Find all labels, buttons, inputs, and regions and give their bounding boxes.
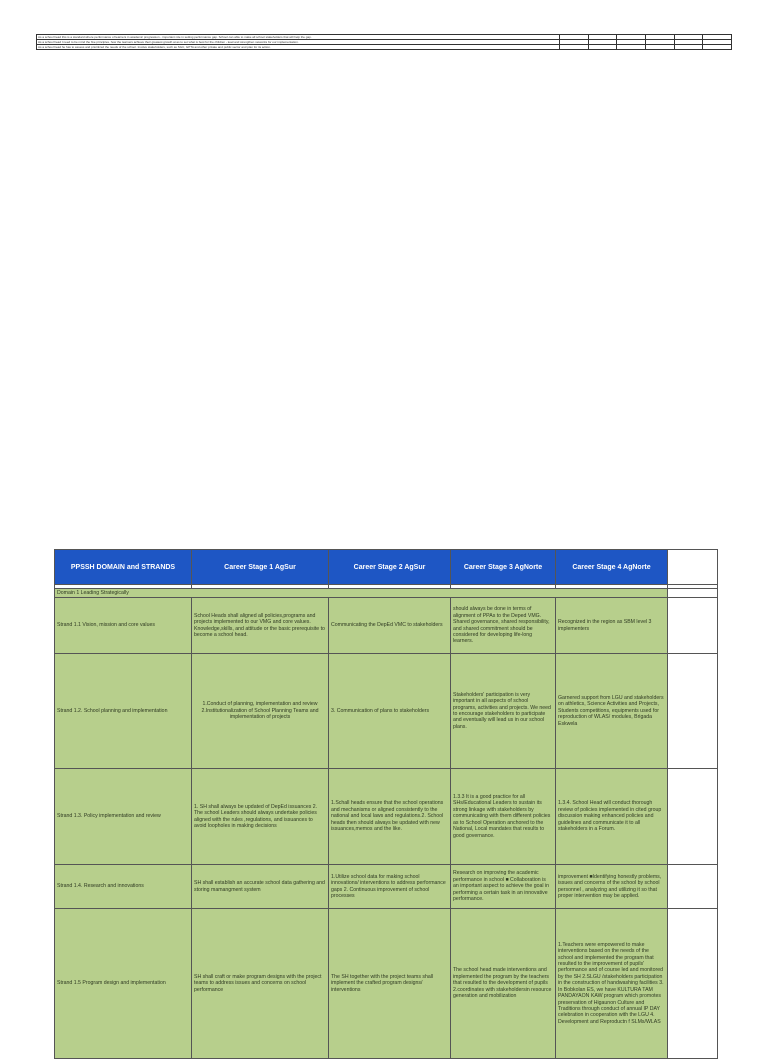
table-row	[55, 769, 718, 865]
career-stage-2-cell: 1.Utilize school data for making school innovations/ interventions to address performance gaps 2. Continuous improvement of school processes	[329, 865, 451, 909]
strand-cell: Strand 1.2. School planning and implementation	[55, 654, 192, 769]
career-stage-3-cell: Research on improving the academic performance in school ■ Collaboration is an important aspect to achieve the goal in performing a certain task in an innovative performance.	[451, 865, 556, 909]
header-domain-strands: PPSSH DOMAIN and STRANDS	[55, 550, 192, 585]
career-stage-3-cell: The school head made interventions and implemented the program by the teachers that resulted to the development of pupils 2.coordinates with stakeholdersin resource generation and mobilization	[451, 909, 556, 1059]
career-stage-3-cell: should always be done in terms of alignment of PPAs to the Deped VMG. Shared governance, shared responsibility, and shared commitment should be considered for developing life-long learners.	[451, 598, 556, 654]
career-stage-1-cell: School Heads shall aligned all policies,programs and projects implemented to our VMG and core values. Knowledge,skills, and attitude or the basic prerequisite to become a school head.	[192, 598, 329, 654]
career-stage-4-cell: Recognized in the region as SBM level 3 implementers	[556, 598, 668, 654]
strip-cell-text: As a school head he has to assess and prioritized the needs of the school. Involve stakeholders, such as SGC, GPTA and other private and public sector and plan for its action.	[37, 45, 560, 50]
blank-cell	[668, 865, 718, 909]
career-stage-2-cell: The SH together with the project teams shall implement the crafted program designs/ interventions	[329, 909, 451, 1059]
blank-cell	[668, 769, 718, 865]
career-stage-4-cell: 1.Teachers were empowered to make interventions based on the needs of the school and implemented the program that resulted to the improvement of pupils' performance and of course led and monitored by the SH 2.SLGU /stakeholders participation in the construction of handwashing facilities 3. In Bobkolan ES, we have KULTURA TAM PANDAYAON KAW program which promotes preservation of Higaunon Culture and Traditions through conduct of annual IP DAY celebration in cooperation with the LGU 4. Development and Reproductn f SLMs/WLAS	[556, 909, 668, 1059]
blank-cell	[668, 654, 718, 769]
strip-cell-text: As a school head this is a standard where performance of learners in academic progression - important role in setting performance gap. School can able to make all school stakeholders that will help the gap.	[37, 35, 560, 40]
career-stage-4-cell: Garnered support from LGU and stakeholders on athletics, Science Activities and Projects, Students competitions, equipments used for reproduction of WLAS/ modules, Brigada Eskwela	[556, 654, 668, 769]
strip-cell-text: As a school head I need to be mind the five principles, how the learners achieve their greatest growth at as to set what is best for the children - lead and strengthen networks for our implementation.	[37, 40, 560, 45]
table-row	[55, 909, 718, 1059]
strand-cell: Strand 1.1 Vision, mission and core values	[55, 598, 192, 654]
table-header-row	[55, 550, 718, 585]
career-stage-1-cell: SH shall establish an accurate school data gathering and storing mamangment system	[192, 865, 329, 909]
career-stage-2-cell: Communicating the DepEd VMC to stakeholders	[329, 598, 451, 654]
strip-cell	[588, 45, 617, 50]
blank-cell	[668, 589, 718, 598]
strip-row	[37, 45, 732, 50]
domain-label: Domain 1 Leading Strategically	[55, 589, 668, 598]
header-career-stage-3: Career Stage 3 AgNorte	[451, 550, 556, 585]
strip-cell	[645, 45, 674, 50]
career-stage-1-cell: 1. SH shall always be updated of DepEd issuances 2. The school Leaders should always undertake policies aligned with the rules ,regulations, and issuances to avoid loopholes in making decisions	[192, 769, 329, 865]
career-stage-3-cell: 1.3.3 It is a good practice for all SHs/Educational Leaders to sustain its strong linkage with stakeholders by communicating with them different policies as to School Operation anchored to the National, Local mandates that results to good governance.	[451, 769, 556, 865]
strip-cell	[703, 45, 732, 50]
strip-cell	[674, 45, 703, 50]
blank-cell	[668, 909, 718, 1059]
ppssh-table	[54, 549, 718, 1059]
top-strip-table	[36, 34, 732, 50]
career-stage-2-cell: 1.Schall heads ensure that the school operations and mechanisms or aligned consistently to the national and local laws and regulations.2. School heads then should always be updated with new issuances,memos and the like.	[329, 769, 451, 865]
career-stage-4-cell: improvement ■Identifying honestly problems, issues and concerns of the school by school personnel , analyzing and utilizing it so that proper intervention may be applied.	[556, 865, 668, 909]
blank-cell	[668, 598, 718, 654]
table-row	[55, 598, 718, 654]
strip-cell	[560, 45, 589, 50]
table-row	[55, 654, 718, 769]
strip-cell	[617, 45, 646, 50]
strand-cell: Strand 1.5 Program design and implementation	[55, 909, 192, 1059]
career-stage-1-cell: 1.Conduct of planning, implementation and review 2.Institutionalization of School Planning Teams and implementation of projects	[192, 654, 329, 769]
career-stage-1-cell: SH shall craft or make program designs with the project teams to address issues and concerns on school performance	[192, 909, 329, 1059]
table-row	[55, 865, 718, 909]
header-career-stage-4: Career Stage 4 AgNorte	[556, 550, 668, 585]
strand-cell: Strand 1.4. Research and innovations	[55, 865, 192, 909]
header-career-stage-2: Career Stage 2 AgSur	[329, 550, 451, 585]
header-career-stage-1: Career Stage 1 AgSur	[192, 550, 329, 585]
strand-cell: Strand 1.3. Policy implementation and review	[55, 769, 192, 865]
career-stage-2-cell: 3. Communication of plans to stakeholders	[329, 654, 451, 769]
domain-row	[55, 589, 718, 598]
header-blank	[668, 550, 718, 585]
career-stage-3-cell: Stakeholders' participation is very important in all aspects of school programs, activities and projects. We need to encourage stakeholders to participate and eventually will lead us in our school plans.	[451, 654, 556, 769]
career-stage-4-cell: 1.3.4. School Head will conduct thorough review of policies implemented in cited group discussion making enhanced policies and guidelines and communicate it to all stakeholders in a Forum.	[556, 769, 668, 865]
